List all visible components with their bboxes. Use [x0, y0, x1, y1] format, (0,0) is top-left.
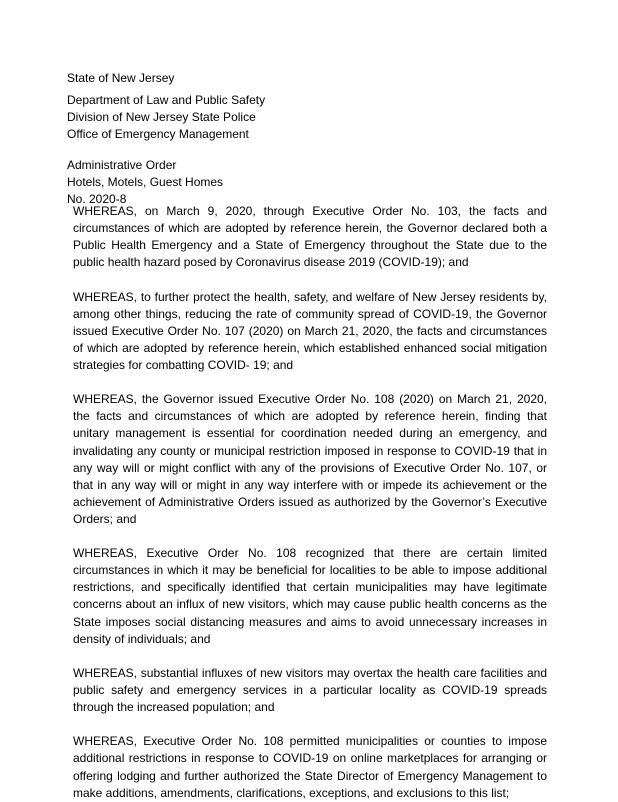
whereas-paragraph: WHEREAS, to further protect the health, safety, and welfare of New Jersey residents by, among other things, reducing the rate of community spread of COVID-19, the Governor issued Executive Order No. 107 (2020) on March 21, 2020, the facts and circumstances of which are adopted by reference herein, which established enhanced social mitigation strategies for combatting COVID- 19; and: [73, 289, 547, 372]
order-subject: Hotels, Motels, Guest Homes: [67, 175, 224, 189]
agency-header: [67, 92, 265, 143]
whereas-paragraph: WHEREAS, the Governor issued Executive Order No. 108 (2020) on March 21, 2020, the facts and circumstances of which are adopted by reference herein, finding that unitary management is essential for coordination needed during an emergency, and invalidating any county or municipal restriction imposed in response to COVID-19 that in any way will or might conflict with any of the provisions of Executive Order No. 107, or that in any way will or might in any way interfere with or impede its achievement or the achievement of Administrative Orders issued as authorized by the Governor’s Executive Orders; and: [73, 392, 547, 526]
whereas-paragraph: WHEREAS, Executive Order No. 108 recognized that there are certain limited circumstances in which it may be beneficial for localities to be able to impose additional restrictions, and specifically identified that certain municipalities may have legitimate concerns about an influx of new visitors, which may cause public health concerns as the State imposes social distancing measures and aims to avoid unnecessary increases in density of individuals; and: [73, 546, 547, 646]
state-header: [67, 70, 174, 87]
whereas-paragraph: WHEREAS, substantial influxes of new visitors may overtax the health care facilities and public safety and emergency services in a particular locality as COVID-19 spreads through the increased population; and: [73, 665, 547, 715]
department-name: Department of Law and Public Safety: [67, 93, 266, 107]
whereas-paragraph: WHEREAS, on March 9, 2020, through Executive Order No. 103, the facts and circumstances of which are adopted by reference herein, the Governor declared both a Public Health Emergency and a State of Emergency throughout the State due to the public health hazard posed by Coronavirus disease 2019 (COVID-19); and: [73, 204, 547, 270]
order-header: [67, 157, 223, 208]
division-name: Division of New Jersey State Police: [67, 110, 256, 124]
order-body: [73, 203, 547, 802]
office-name: Office of Emergency Management: [67, 127, 249, 141]
order-number: No. 2020-8: [67, 192, 127, 206]
whereas-paragraph: WHEREAS, Executive Order No. 108 permitted municipalities or counties to impose additional restrictions in response to COVID-19 on online marketplaces for arranging or offering lodging and further authorized the State Director of Emergency Management to make additions, amendments, clarifications, exceptions, and exclusions to this list;: [73, 734, 547, 800]
order-type: Administrative Order: [67, 158, 177, 172]
state-name: State of New Jersey: [67, 71, 175, 85]
